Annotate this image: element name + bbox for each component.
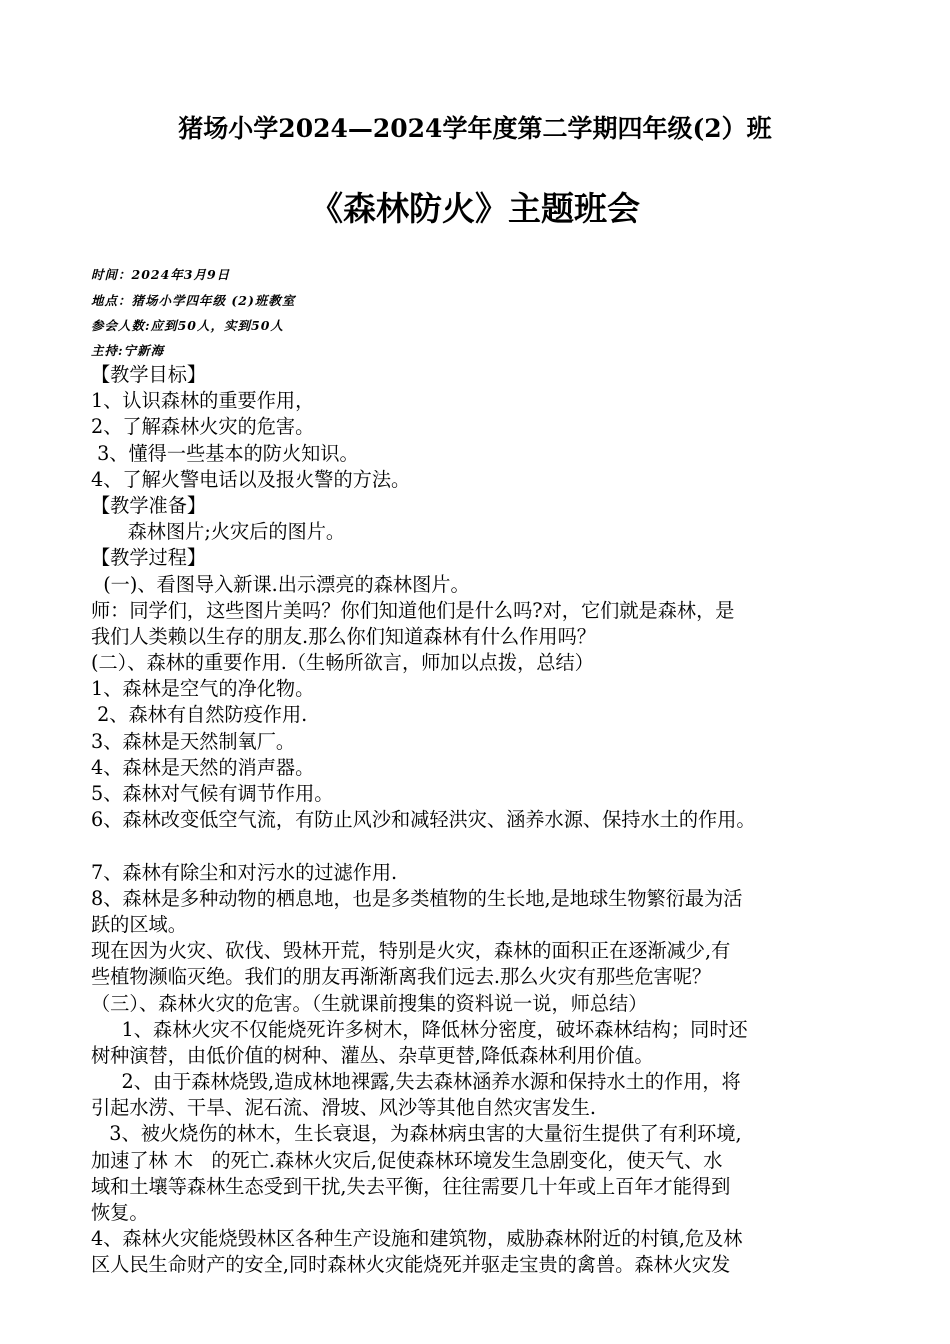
body-line: 【教学目标】 [91,363,207,386]
body-line: 2、了解森林火灾的危害。 [91,415,315,439]
document-title-line1: 猪场小学2024—2024学年度第二学期四年级(2）班 [178,114,772,143]
body-line: 5、森林对气候有调节作用。 [91,782,334,805]
body-line: 跃的区域。 [91,912,187,936]
body-line: (二）、森林的重要作用.（生畅所欲言，师加以点拨，总结） [91,651,594,675]
body-line: 8、森林是多种动物的栖息地，也是多类植物的生长地,是地球生物繁衍最为活 [91,886,743,910]
body-line: 【教学准备】 [91,493,207,517]
body-line: 树种演替，由低价值的树种、灌丛、杂草更替,降低森林利用价值。 [91,1043,654,1067]
body-line: 我们人类赖以生存的朋友.那么你们知道森林有什么作用吗？ [91,624,596,648]
meta-place: 地点：猪场小学四年级 (2)班教室 [91,293,296,308]
document-title-line2: 《森林防火》主题班会 [310,189,640,228]
body-line: 些植物濒临灭绝。我们的朋友再渐渐离我们远去.那么火灾有那些危害呢？ [91,965,712,989]
body-line: 1、森林火灾不仅能烧死许多树木，降低林分密度，破坏森林结构；同时还 [91,1017,748,1041]
document-body [91,362,861,1279]
body-line: 1、森林是空气的净化物。 [91,677,315,701]
body-line: 6、森林改变低空气流，有防止风沙和减轻洪灾、涵养水源、保持水土的作用。 [91,808,756,832]
body-line: 现在因为火灾、砍伐、毁林开荒，特别是火灾，森林的面积正在逐渐减少,有 [91,939,731,963]
body-line: 7、森林有除尘和对污水的过滤作用. [91,860,398,884]
body-line: 域和土壤等森林生态受到干扰,失去平衡，往往需要几十年或上百年才能得到 [91,1174,731,1198]
body-line: 引起水涝、干旱、泥石流、滑坡、风沙等其他自然灾害发生. [91,1096,596,1120]
body-line: 2、由于森林烧毁,造成林地裸露,失去森林涵养水源和保持水土的作用，将 [91,1070,741,1094]
body-line: (一)、看图导入新课.出示漂亮的森林图片。 [91,572,470,596]
body-line: 4、了解火警电话以及报火警的方法。 [91,467,411,491]
body-line [91,833,861,859]
body-line: 师：同学们，这些图片美吗？你们知道他们是什么吗?对，它们就是森林，是 [91,598,735,622]
body-line: 区人民生命财产的安全,同时森林火灾能烧死并驱走宝贵的禽兽。森林火灾发 [91,1253,731,1277]
body-line: 3、懂得一些基本的防火知识。 [91,441,359,465]
body-line: 加速了林 木 的死亡.森林火灾后,促使森林环境发生急剧变化，使天气、水 [91,1148,723,1172]
body-line: 4、森林火灾能烧毁林区各种生产设施和建筑物，威胁森林附近的村镇,危及林 [91,1227,743,1251]
body-line: 2、森林有自然防疫作用. [91,703,308,727]
meta-attendance: 参会人数:应到50人，实到50人 [91,318,284,333]
body-line: （三）、森林火灾的危害。（生就课前搜集的资料说一说，师总结） [91,991,648,1015]
meta-host: 主持:宁新海 [91,343,165,358]
body-line: 恢复。 [91,1201,149,1224]
body-line: 4、森林是天然的消声器。 [91,755,315,779]
body-line: 3、森林是天然制氧厂。 [91,729,296,753]
body-line: 森林图片;火灾后的图片。 [91,520,346,544]
body-line: 3、被火烧伤的林木，生长衰退，为森林病虫害的大量衍生提供了有利环境, [91,1122,742,1146]
body-line: 【教学过程】 [91,546,207,570]
meta-time: 时间：2024年3月9日 [91,267,231,282]
body-line: 1、认识森林的重要作用， [91,389,315,413]
